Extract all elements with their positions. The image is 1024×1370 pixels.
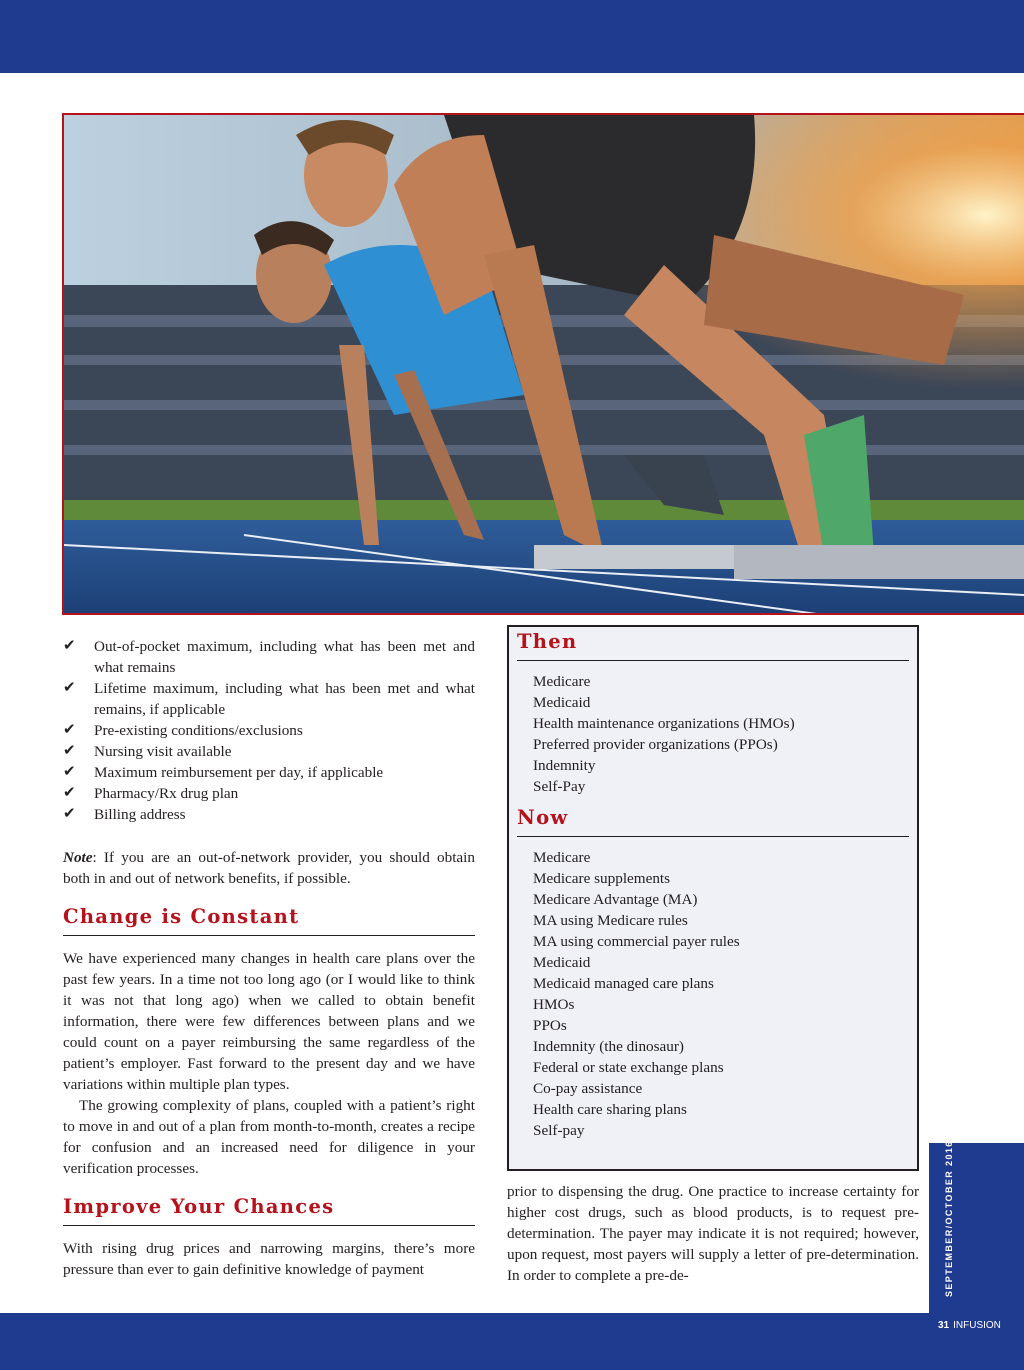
body-paragraph: With rising drug prices and narrowing margins, there’s more pressure than ever to gain definitive knowledge of payment bbox=[63, 1240, 475, 1278]
heading-improve-your-chances: Improve Your Chances bbox=[63, 1196, 475, 1226]
list-item: MA using Medicare rules bbox=[533, 912, 688, 929]
checkmark-icon: ✔ bbox=[63, 722, 76, 738]
now-list bbox=[517, 847, 909, 1141]
list-item: Medicare bbox=[533, 673, 591, 690]
checkmark-icon: ✔ bbox=[63, 743, 76, 759]
list-item: Indemnity bbox=[533, 757, 596, 774]
then-now-sidebar-box bbox=[507, 625, 919, 1171]
list-item-text: Maximum reimbursement per day, if applicable bbox=[94, 764, 384, 781]
left-column bbox=[63, 636, 475, 1280]
list-item-text: Nursing visit available bbox=[94, 743, 232, 760]
list-item bbox=[63, 720, 475, 741]
list-item: Co-pay assistance bbox=[533, 1080, 643, 1097]
note-text: : If you are an out-of-network provider, you should obtain both in and out of network benefits, if possible. bbox=[63, 849, 475, 887]
heading-change-is-constant: Change is Constant bbox=[63, 906, 475, 936]
hero-photo bbox=[62, 113, 1024, 615]
list-item-text: Out-of-pocket maximum, including what has been met and what remains bbox=[94, 638, 475, 676]
page-folio bbox=[938, 1320, 1001, 1331]
checkmark-icon: ✔ bbox=[63, 764, 76, 780]
list-item bbox=[63, 783, 475, 804]
heading-now: Now bbox=[517, 807, 909, 837]
checkmark-icon: ✔ bbox=[63, 785, 76, 801]
list-item: Medicaid bbox=[533, 954, 591, 971]
checkmark-icon: ✔ bbox=[63, 806, 76, 822]
list-item-text: Lifetime maximum, including what has been met and what remains, if applicable bbox=[94, 680, 475, 718]
list-item bbox=[63, 741, 475, 762]
list-item: Indemnity (the dinosaur) bbox=[533, 1038, 684, 1055]
issue-date-label: SEPTEMBER/OCTOBER 2016 bbox=[944, 1140, 954, 1297]
list-item bbox=[63, 762, 475, 783]
list-item bbox=[63, 678, 475, 720]
top-color-band bbox=[0, 0, 1024, 73]
list-item: Medicaid managed care plans bbox=[533, 975, 714, 992]
list-item bbox=[63, 804, 475, 825]
list-item: Medicare Advantage (MA) bbox=[533, 891, 698, 908]
list-item: Medicare bbox=[533, 849, 591, 866]
list-item: Medicaid bbox=[533, 694, 591, 711]
list-item: HMOs bbox=[533, 996, 575, 1013]
list-item-text: Pre-existing conditions/exclusions bbox=[94, 722, 303, 739]
benefit-checklist bbox=[63, 636, 475, 825]
list-item: Federal or state exchange plans bbox=[533, 1059, 724, 1076]
note-paragraph bbox=[63, 847, 475, 889]
checkmark-icon: ✔ bbox=[63, 680, 76, 696]
magazine-name: INFUSION bbox=[953, 1320, 1001, 1331]
list-item: Self-Pay bbox=[533, 778, 586, 795]
list-item-text: Pharmacy/Rx drug plan bbox=[94, 785, 239, 802]
list-item: Medicare supplements bbox=[533, 870, 671, 887]
note-label: Note bbox=[63, 849, 93, 866]
list-item: Self-pay bbox=[533, 1122, 585, 1139]
list-item-text: Billing address bbox=[94, 806, 186, 823]
body-paragraph: The growing complexity of plans, coupled with a patient’s right to move in and out of a plan from month-to-month, creates a recipe for confusion and an increased need for diligence in your verification processes. bbox=[63, 1097, 475, 1177]
list-item: PPOs bbox=[533, 1017, 567, 1034]
list-item: Health care sharing plans bbox=[533, 1101, 687, 1118]
sprinters-illustration bbox=[64, 115, 1024, 615]
checkmark-icon: ✔ bbox=[63, 638, 76, 654]
list-item: Health maintenance organizations (HMOs) bbox=[533, 715, 795, 732]
page-number: 31 bbox=[938, 1320, 950, 1331]
list-item bbox=[63, 636, 475, 678]
right-column-paragraph: prior to dispensing the drug. One practice to increase certainty for higher cost drugs, such as blood products, is to request pre-determination. The payer may indicate it is not required; however, upon request, most payers will supply a letter of pre-determination. In order to complete a pre-de- bbox=[507, 1183, 919, 1284]
heading-then: Then bbox=[517, 631, 909, 661]
bottom-color-band bbox=[0, 1313, 1024, 1370]
then-list bbox=[517, 671, 909, 797]
body-paragraph: We have experienced many changes in health care plans over the past few years. In a time not too long ago (or I would like to think it was not that long ago) when we called to obtain benefit information, there were few differences between plans and we could count on a payer reimbursing the same regardless of the patient’s employer. Fast forward to the present day and we have variations within multiple plan types. bbox=[63, 950, 475, 1093]
list-item: Preferred provider organizations (PPOs) bbox=[533, 736, 778, 753]
list-item: MA using commercial payer rules bbox=[533, 933, 740, 950]
